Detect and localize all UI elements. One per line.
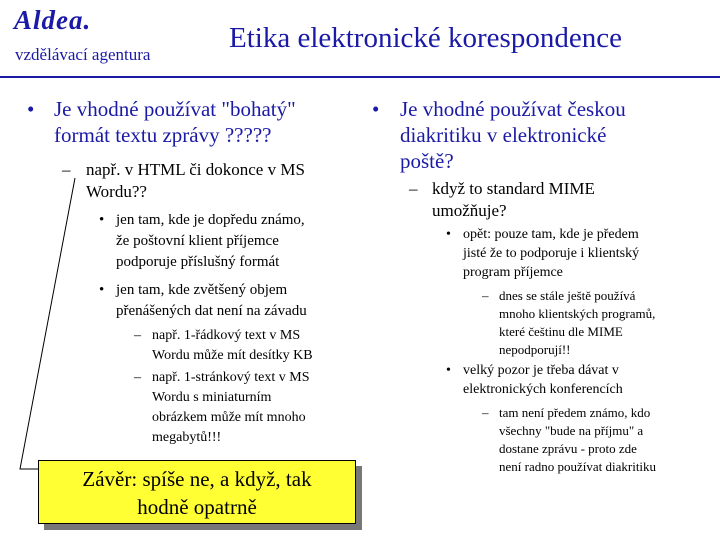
text-line: Závěr: spíše ne, a když, tak — [82, 467, 312, 491]
agency-name: vzdělávací agentura — [15, 45, 151, 64]
slide-title: Etika elektronické korespondence — [229, 22, 622, 54]
text-line: např. 1-řádkový text v MS — [152, 328, 301, 343]
text-line: všechny "bude na příjmu" a — [499, 423, 644, 438]
left-example-1 — [152, 326, 313, 366]
text-line: podporuje příslušný formát — [116, 254, 280, 270]
text-line: mnoho klientských programů, — [499, 306, 656, 321]
bullet-dot: • — [446, 227, 451, 242]
left-example-2 — [152, 368, 309, 448]
text-line: program příjemce — [463, 265, 563, 280]
right-item-b — [463, 361, 623, 399]
dash-marker: – — [134, 328, 141, 343]
right-note-a — [499, 287, 655, 359]
left-item-a — [116, 210, 305, 273]
text-line: obrázkem může mít mnoho — [152, 410, 306, 425]
dash-marker: – — [62, 160, 71, 179]
text-line: dostane zprávu - proto zde — [499, 441, 637, 456]
aldea-logo: Aldea. — [14, 5, 92, 35]
text-line: megabytů!!! — [152, 430, 222, 445]
text-line: Wordu může mít desítky KB — [152, 348, 313, 363]
text-line: Wordu s miniaturním — [152, 390, 272, 405]
text-line: např. 1-stránkový text v MS — [152, 370, 310, 385]
conclusion-box — [38, 460, 356, 524]
right-bullet-1 — [400, 96, 626, 174]
bullet-dot: • — [446, 363, 451, 378]
text-line: jen tam, kde zvětšený objem — [116, 282, 288, 298]
text-line: Wordu?? — [86, 182, 147, 201]
bullet-dot: • — [27, 97, 35, 121]
right-sub-1 — [432, 178, 595, 222]
text-line: dnes se stále ještě používá — [499, 288, 636, 303]
right-note-b — [499, 404, 656, 476]
text-line: jen tam, kde je dopředu známo, — [116, 212, 305, 228]
text-line: umožňuje? — [432, 201, 507, 220]
dash-marker: – — [482, 405, 489, 420]
text-line: Je vhodné používat českou — [400, 97, 626, 121]
text-line: poště? — [400, 149, 454, 173]
bullet-dot: • — [99, 282, 105, 298]
text-line: přenášených dat není na závadu — [116, 303, 307, 319]
text-line: nepodporují!! — [499, 342, 571, 357]
text-line: Je vhodné používat "bohatý" — [54, 97, 296, 121]
text-line: není radno používat diakritiku — [499, 459, 657, 474]
dash-marker: – — [482, 288, 489, 303]
bullet-dot: • — [99, 212, 105, 228]
text-line: které češtinu dle MIME — [499, 324, 623, 339]
left-item-b — [116, 280, 307, 322]
text-line: např. v HTML či dokonce v MS — [86, 160, 305, 179]
text-line: diakritiku v elektronické — [400, 123, 607, 147]
left-bullet-1 — [54, 96, 296, 148]
text-line: formát textu zprávy ????? — [54, 123, 272, 147]
text-line: opět: pouze tam, kde je předem — [463, 227, 639, 242]
text-line: když to standard MIME — [432, 179, 595, 198]
text-line: velký pozor je třeba dávat v — [463, 363, 619, 378]
text-line: že poštovní klient příjemce — [116, 233, 279, 249]
text-line: tam není předem známo, kdo — [499, 405, 651, 420]
bullet-dot: • — [372, 97, 380, 121]
text-line: hodně opatrně — [137, 495, 257, 519]
text-line: jisté že to podporuje i klientský — [463, 246, 640, 261]
text-line: elektronických konferencích — [463, 382, 623, 397]
left-sub-1 — [86, 159, 305, 203]
right-item-a — [463, 225, 639, 282]
dash-marker: – — [409, 179, 418, 198]
dash-marker: – — [134, 370, 141, 385]
